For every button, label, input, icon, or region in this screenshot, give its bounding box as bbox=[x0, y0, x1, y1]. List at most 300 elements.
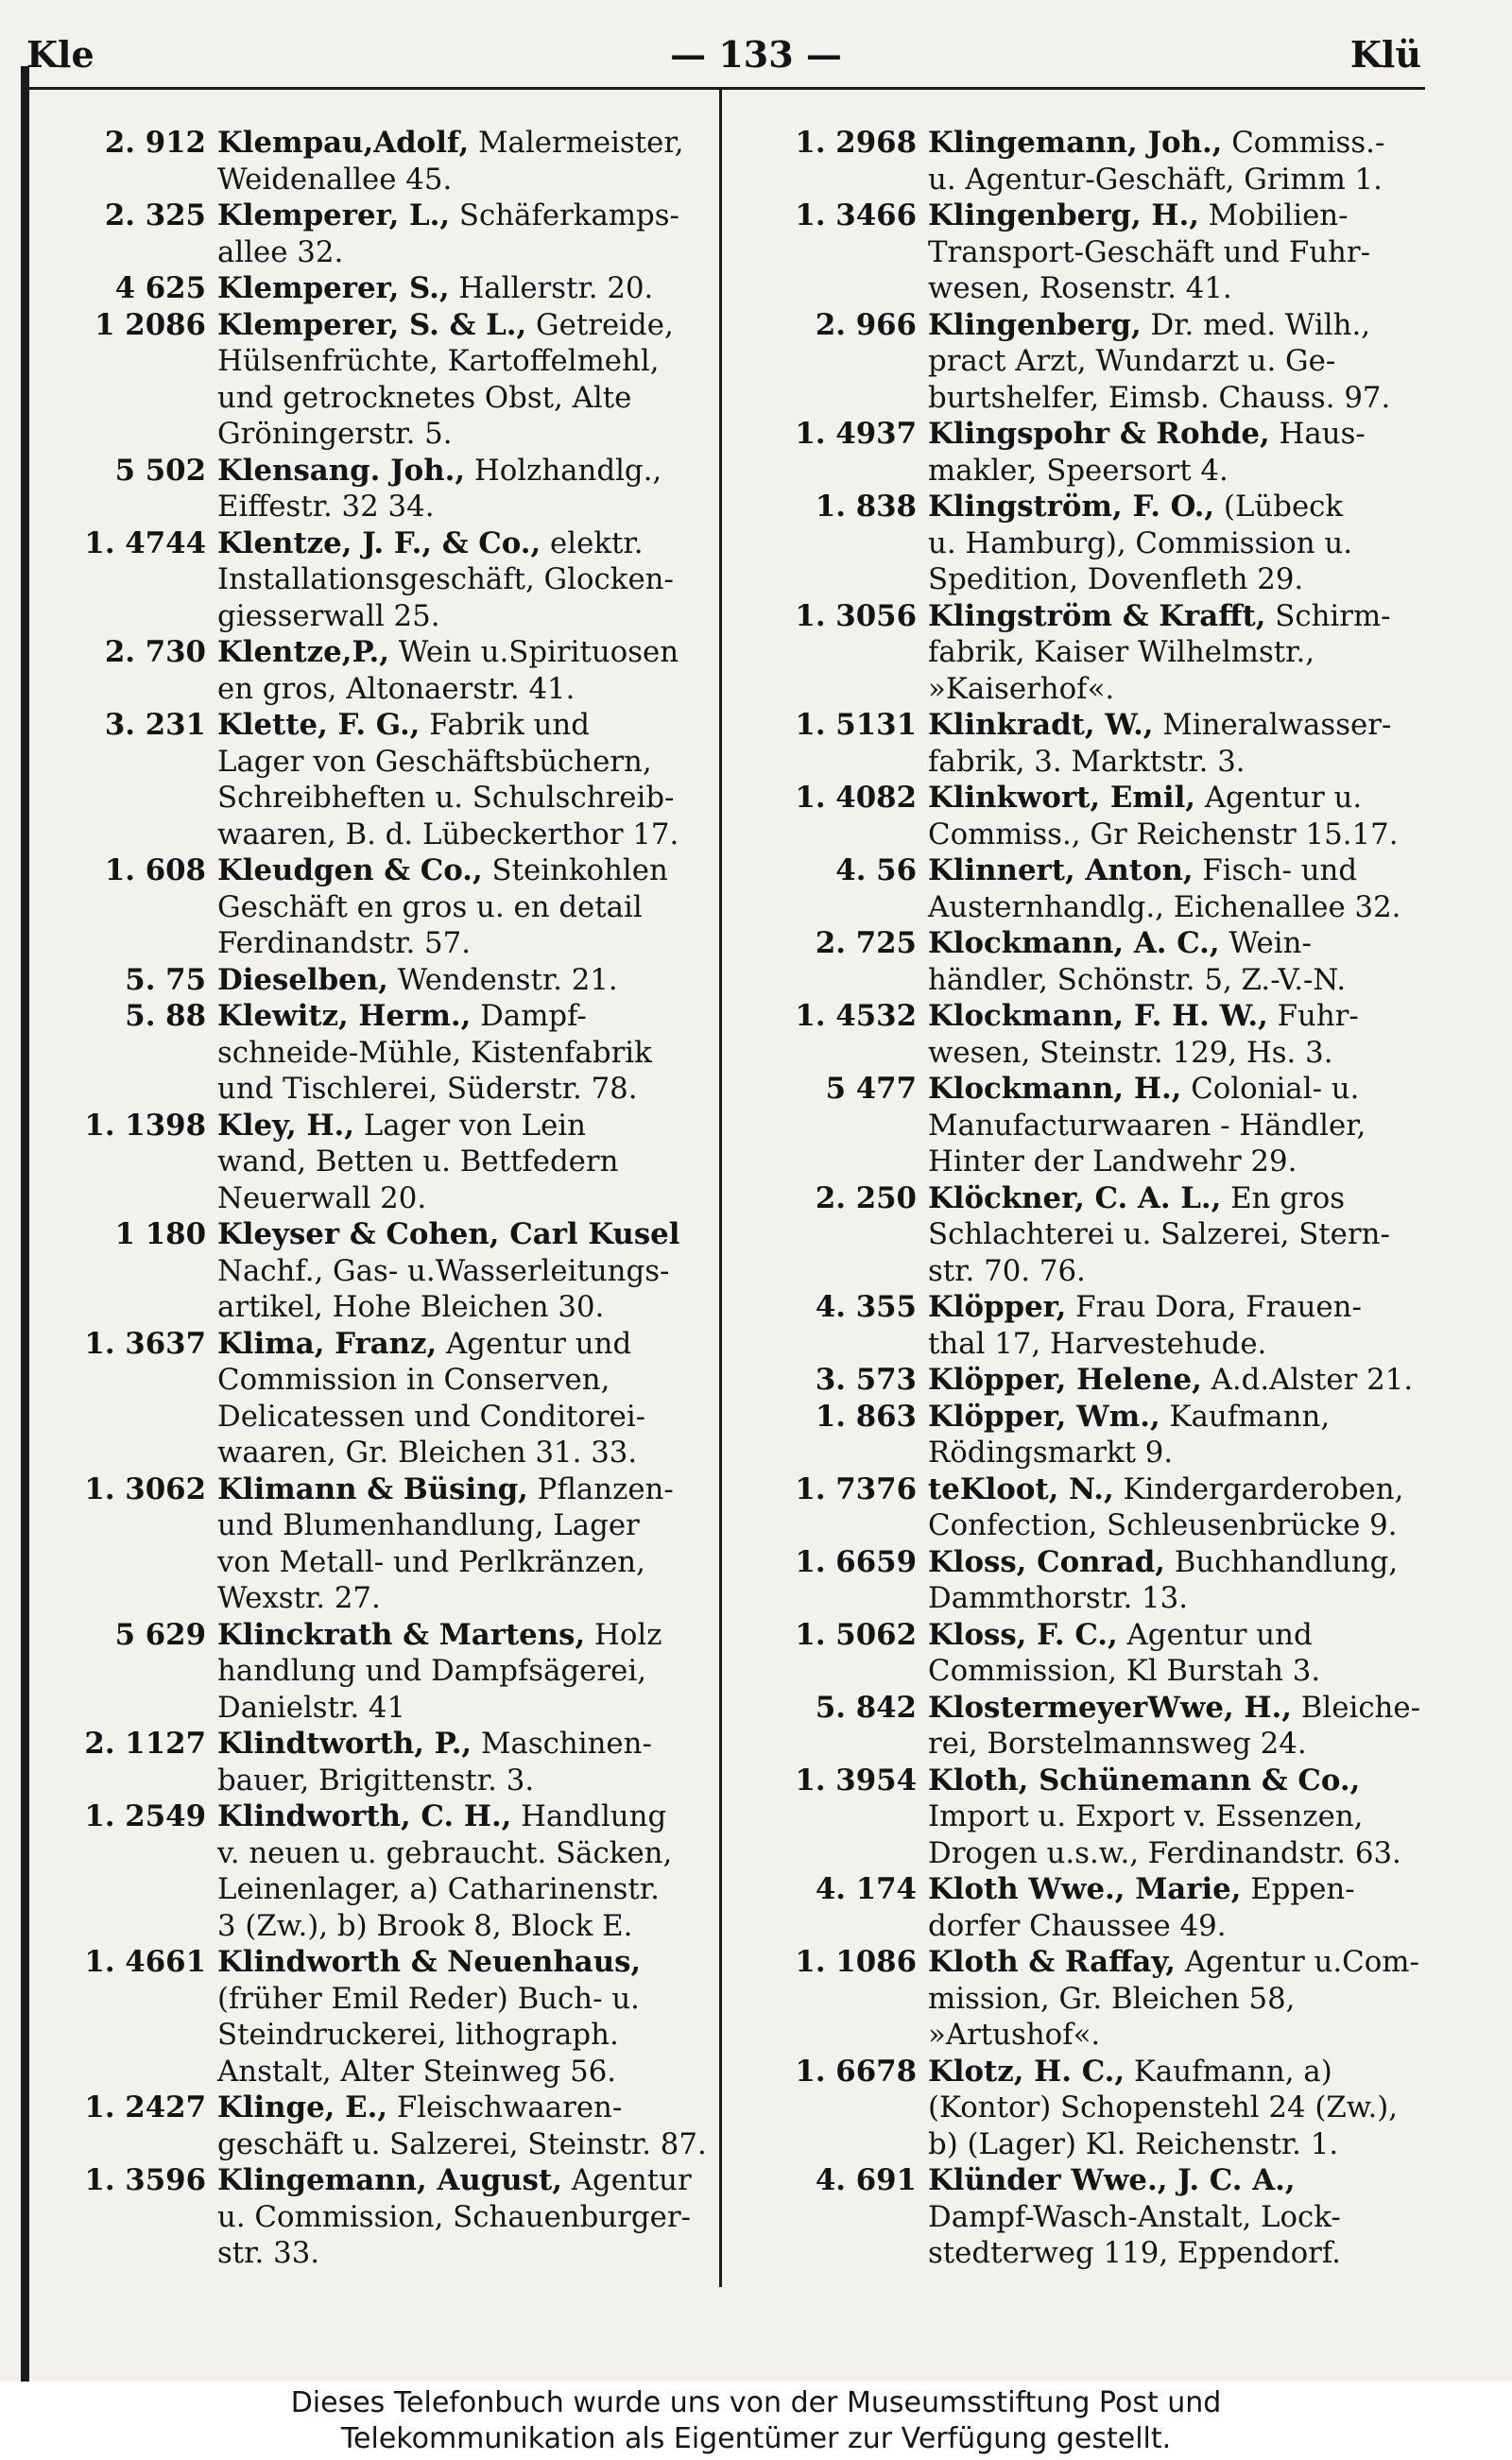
directory-entry bbox=[767, 598, 1448, 708]
entry-first-line-text: Kaufmann, bbox=[1160, 1399, 1331, 1434]
directory-entry bbox=[767, 707, 1448, 780]
entry-continuation-line: Installationsgeschäft, Glocken- bbox=[217, 562, 674, 596]
directory-entry bbox=[57, 1726, 718, 1798]
entry-first-line-text: Wein- bbox=[1219, 926, 1312, 960]
entry-continuation-line: schneide-Mühle, Kistenfabrik bbox=[217, 1035, 652, 1070]
directory-entry bbox=[57, 1108, 718, 1217]
entry-name: Klöckner, C. A. L., bbox=[928, 1180, 1222, 1215]
entry-first-line bbox=[767, 780, 1448, 817]
page-number: — 133 — bbox=[670, 33, 842, 76]
entry-first-line bbox=[767, 1617, 1448, 1654]
entry-name: Kley, H., bbox=[217, 1108, 354, 1143]
entry-first-line-text: Kindergarderoben, bbox=[1113, 1471, 1404, 1506]
entry-first-line bbox=[57, 307, 718, 344]
entry-phone-number: 5. 75 bbox=[125, 962, 206, 997]
entry-phone-number: 1. 4744 bbox=[84, 525, 206, 560]
directory-entry bbox=[767, 1617, 1448, 1690]
directory-entry bbox=[767, 1690, 1448, 1763]
directory-entry bbox=[57, 852, 718, 962]
entry-continuation-line: bauer, Brigittenstr. 3. bbox=[217, 1763, 535, 1798]
entry-phone-number: 1 180 bbox=[114, 1217, 206, 1251]
entry-first-line bbox=[767, 307, 1448, 344]
page-spine bbox=[21, 66, 29, 2382]
entry-phone-number: 1. 5131 bbox=[795, 708, 917, 742]
entry-first-line bbox=[767, 925, 1448, 962]
entry-phone-number: 1. 4661 bbox=[84, 1945, 206, 1979]
entry-continuation-line: Danielstr. 41 bbox=[217, 1690, 406, 1725]
directory-entry bbox=[57, 125, 718, 198]
column-divider bbox=[719, 90, 722, 2287]
entry-first-line-text: Kaufmann, a) bbox=[1125, 2054, 1332, 2089]
entry-continuation-line: Geschäft en gros u. en detail bbox=[217, 889, 643, 924]
entry-phone-number: 4. 56 bbox=[835, 853, 917, 887]
entry-continuation-line: Ferdinandstr. 57. bbox=[217, 926, 472, 960]
entry-first-line-text: Wein u.Spirituosen bbox=[388, 635, 679, 669]
entry-phone-number: 5 629 bbox=[114, 1617, 206, 1652]
entry-continuation-line: Leinenlager, a) Catharinenstr. bbox=[217, 1872, 660, 1906]
entry-continuation-line: artikel, Hohe Bleichen 30. bbox=[217, 1290, 605, 1324]
entry-name: Klinkwort, Emil, bbox=[928, 781, 1196, 815]
directory-entry bbox=[767, 1544, 1448, 1617]
entry-first-line bbox=[767, 707, 1448, 744]
entry-phone-number: 2. 912 bbox=[104, 126, 206, 160]
entry-continuation-line: waaren, B. d. Lübeckerthor 17. bbox=[217, 817, 679, 852]
entry-continuation-line: Drogen u.s.w., Ferdinandstr. 63. bbox=[928, 1835, 1401, 1870]
entry-first-line-text: Wendenstr. 21. bbox=[387, 962, 618, 997]
entry-name: Klöpper, Helene, bbox=[928, 1363, 1202, 1397]
entry-phone-number: 1. 1086 bbox=[795, 1945, 917, 1979]
entry-first-line-text: En gros bbox=[1221, 1180, 1346, 1215]
entry-first-line-text: Lager von Lein bbox=[354, 1108, 586, 1143]
entry-first-line-text: Colonial- u. bbox=[1181, 1072, 1360, 1106]
directory-entry bbox=[767, 198, 1448, 307]
entry-first-line bbox=[57, 125, 718, 162]
entry-continuation-line: Weidenallee 45. bbox=[217, 162, 453, 197]
directory-entry bbox=[57, 1944, 718, 2090]
entry-phone-number: 1. 3637 bbox=[84, 1326, 206, 1361]
entry-name: Klingström, F. O., bbox=[928, 490, 1215, 524]
directory-entry bbox=[767, 1471, 1448, 1544]
entry-first-line bbox=[767, 1544, 1448, 1581]
entry-first-line bbox=[767, 489, 1448, 525]
entry-name: Klempau,Adolf, bbox=[217, 126, 470, 160]
entry-name: Kloss, F. C., bbox=[928, 1617, 1118, 1652]
directory-entry bbox=[57, 634, 718, 707]
entry-name: Klensang. Joh., bbox=[217, 453, 466, 488]
entry-phone-number: 2. 725 bbox=[815, 926, 917, 960]
entry-first-line bbox=[767, 998, 1448, 1035]
entry-first-line bbox=[57, 198, 718, 234]
entry-name: Klingenberg, bbox=[928, 307, 1142, 342]
footer-note bbox=[0, 2382, 1512, 2460]
entry-first-line bbox=[767, 416, 1448, 453]
entry-first-line bbox=[57, 1108, 718, 1144]
entry-continuation-line: Hülsenfrüchte, Kartoffelmehl, bbox=[217, 344, 660, 378]
entry-continuation-line: händler, Schönstr. 5, Z.-V.-N. bbox=[928, 962, 1347, 997]
entry-phone-number: 1. 6659 bbox=[795, 1544, 917, 1579]
entry-first-line bbox=[767, 1944, 1448, 1981]
entry-first-line bbox=[57, 1798, 718, 1835]
entry-name: Klingspohr & Rohde, bbox=[928, 417, 1270, 451]
entry-first-line bbox=[767, 1071, 1448, 1108]
entry-continuation-line: waaren, Gr. Bleichen 31. 33. bbox=[217, 1436, 638, 1470]
directory-entry bbox=[57, 270, 718, 307]
entry-continuation-line: Schlachterei u. Salzerei, Stern- bbox=[928, 1217, 1390, 1251]
entry-first-line-text: Fleischwaaren- bbox=[387, 2090, 623, 2125]
entry-phone-number: 4. 174 bbox=[815, 1872, 917, 1906]
entry-name: Klimann & Büsing, bbox=[217, 1471, 528, 1506]
entry-first-line-text: Dr. med. Wilh., bbox=[1141, 307, 1371, 342]
entry-first-line-text: Schirm- bbox=[1265, 598, 1391, 633]
directory-entry bbox=[57, 1471, 718, 1617]
directory-entry bbox=[767, 1871, 1448, 1944]
entry-continuation-line: und Tischlerei, Süderstr. 78. bbox=[217, 1072, 638, 1106]
entry-continuation-line: Wexstr. 27. bbox=[217, 1581, 381, 1615]
entry-continuation-line: Delicatessen und Conditorei- bbox=[217, 1399, 646, 1434]
entry-name: Klemperer, S., bbox=[217, 271, 450, 305]
directory-entry bbox=[767, 2054, 1448, 2163]
entry-continuation-line: makler, Speersort 4. bbox=[928, 453, 1228, 488]
entry-continuation-line: wesen, Rosenstr. 41. bbox=[928, 271, 1232, 305]
entry-first-line bbox=[767, 1871, 1448, 1908]
entry-continuation-line: (Kontor) Schopenstehl 24 (Zw.), bbox=[928, 2090, 1399, 2125]
entry-first-line-text: Holz bbox=[585, 1617, 662, 1652]
entry-continuation-line: en gros, Altonaerstr. 41. bbox=[217, 671, 576, 706]
entry-name: Klöpper, bbox=[928, 1290, 1067, 1324]
entry-continuation-line: Austernhandlg., Eichenallee 32. bbox=[928, 889, 1401, 924]
entry-first-line-text: Pflanzen- bbox=[527, 1471, 674, 1506]
entry-phone-number: 1. 3466 bbox=[795, 198, 917, 232]
entry-name: teKloot, N., bbox=[928, 1471, 1114, 1506]
entry-phone-number: 1. 5062 bbox=[795, 1617, 917, 1652]
entry-name: Klinge, E., bbox=[217, 2090, 388, 2125]
entry-continuation-line: geschäft u. Salzerei, Steinstr. 87. bbox=[217, 2126, 707, 2161]
entry-phone-number: 1. 838 bbox=[815, 490, 917, 524]
entry-continuation-line: und getrocknetes Obst, Alte bbox=[217, 380, 632, 415]
entry-first-line-text: Handlung bbox=[511, 1799, 667, 1833]
entry-continuation-line: thal 17, Harvestehude. bbox=[928, 1326, 1267, 1361]
entry-first-line-text: Hallerstr. 20. bbox=[449, 271, 654, 305]
entry-first-line bbox=[57, 270, 718, 307]
entry-name: Klentze,P., bbox=[217, 635, 389, 669]
entry-continuation-line: Gröningerstr. 5. bbox=[217, 417, 453, 451]
directory-entry bbox=[767, 416, 1448, 489]
entry-first-line bbox=[57, 525, 718, 562]
entry-phone-number: 5 502 bbox=[114, 453, 206, 488]
directory-entry bbox=[57, 453, 718, 525]
entry-name: Dieselben, bbox=[217, 962, 388, 997]
entry-phone-number: 1. 1398 bbox=[84, 1108, 206, 1143]
directory-entry bbox=[767, 780, 1448, 852]
entry-continuation-line: Nachf., Gas- u.Wasserleitungs- bbox=[217, 1253, 670, 1288]
entry-continuation-line: pract Arzt, Wundarzt u. Ge- bbox=[928, 344, 1336, 378]
entry-phone-number: 5. 842 bbox=[815, 1690, 917, 1725]
entry-name: Klindtworth, P., bbox=[217, 1727, 472, 1761]
entry-continuation-line: wesen, Steinstr. 129, Hs. 3. bbox=[928, 1035, 1333, 1070]
right-column bbox=[767, 125, 1448, 2272]
entry-first-line-text: Buchhandlung, bbox=[1165, 1544, 1399, 1579]
directory-entry bbox=[57, 525, 718, 635]
entry-phone-number: 2. 730 bbox=[104, 635, 206, 669]
entry-continuation-line: 3 (Zw.), b) Brook 8, Block E. bbox=[217, 1908, 633, 1943]
entry-name: Klewitz, Herm., bbox=[217, 999, 472, 1033]
directory-entry bbox=[57, 962, 718, 999]
entry-continuation-line: »Artushof«. bbox=[928, 2018, 1101, 2052]
entry-phone-number: 1. 4532 bbox=[795, 999, 917, 1033]
entry-continuation-line: Transport-Geschäft und Fuhr- bbox=[928, 234, 1370, 269]
entry-first-line bbox=[57, 2162, 718, 2199]
entry-continuation-line: dorfer Chaussee 49. bbox=[928, 1908, 1227, 1943]
entry-first-line bbox=[767, 598, 1448, 635]
entry-continuation-line: Steindruckerei, lithograph. bbox=[217, 2018, 619, 2052]
entry-first-line-text: Agentur u. bbox=[1195, 781, 1363, 815]
entry-phone-number: 4. 355 bbox=[815, 1290, 917, 1324]
entry-first-line-text: Commiss.- bbox=[1222, 126, 1385, 160]
entry-phone-number: 1. 7376 bbox=[795, 1471, 917, 1506]
entry-first-line bbox=[767, 1471, 1448, 1508]
entry-continuation-line: fabrik, 3. Marktstr. 3. bbox=[928, 744, 1246, 779]
entry-continuation-line: Schreibheften u. Schulschreib- bbox=[217, 781, 675, 815]
entry-name: Kloth, Schünemann & Co., bbox=[928, 1763, 1361, 1798]
entry-first-line-text: Fuhr- bbox=[1267, 999, 1359, 1033]
directory-entry bbox=[57, 198, 718, 270]
entry-continuation-line: v. neuen u. gebraucht. Säcken, bbox=[217, 1835, 673, 1870]
entry-continuation-line: Dammthorstr. 13. bbox=[928, 1581, 1189, 1615]
entry-first-line-text: Fisch- und bbox=[1193, 853, 1358, 887]
directory-entry bbox=[767, 125, 1448, 198]
directory-entry bbox=[767, 1944, 1448, 2054]
entry-first-line bbox=[767, 198, 1448, 234]
entry-name: Klette, F. G., bbox=[217, 708, 421, 742]
directory-entry bbox=[767, 925, 1448, 998]
entry-continuation-line: von Metall- und Perlkränzen, bbox=[217, 1544, 645, 1579]
directory-entry bbox=[57, 1617, 718, 1727]
directory-entry bbox=[57, 1216, 718, 1326]
footer-line-2: Telekommunikation als Eigentümer zur Verfügung gestellt. bbox=[340, 2422, 1172, 2455]
entry-first-line bbox=[57, 998, 718, 1035]
directory-entry bbox=[767, 1071, 1448, 1180]
directory-entry bbox=[767, 2162, 1448, 2272]
entry-name: KlostermeyerWwe, H., bbox=[928, 1690, 1292, 1725]
entry-continuation-line: Import u. Export v. Essenzen, bbox=[928, 1799, 1364, 1833]
entry-continuation-line: rei, Borstelmannsweg 24. bbox=[928, 1727, 1307, 1761]
entry-continuation-line: (früher Emil Reder) Buch- u. bbox=[217, 1981, 640, 2016]
directory-entry bbox=[767, 1763, 1448, 1872]
header-right-keyword: Klü bbox=[1349, 33, 1421, 76]
entry-continuation-line: u. Commission, Schauenburger- bbox=[217, 2199, 691, 2234]
directory-entry bbox=[767, 852, 1448, 925]
entry-first-line bbox=[57, 852, 718, 889]
entry-phone-number: 1. 4937 bbox=[795, 417, 917, 451]
entry-name: Klinnert, Anton, bbox=[928, 853, 1194, 887]
entry-phone-number: 1. 2549 bbox=[84, 1799, 206, 1833]
entry-continuation-line: Commiss., Gr Reichenstr 15.17. bbox=[928, 817, 1399, 852]
entry-continuation-line: Anstalt, Alter Steinweg 56. bbox=[217, 2054, 617, 2089]
entry-first-line-text: Holzhandlg., bbox=[465, 453, 662, 488]
entry-phone-number: 2. 1127 bbox=[84, 1727, 206, 1761]
entry-continuation-line: mission, Gr. Bleichen 58, bbox=[928, 1981, 1296, 2016]
entry-phone-number: 3. 231 bbox=[104, 708, 206, 742]
directory-entry bbox=[57, 707, 718, 852]
entry-phone-number: 1. 3062 bbox=[84, 1471, 206, 1506]
entry-first-line-text: Malermeister, bbox=[469, 126, 684, 160]
entry-first-line bbox=[767, 1690, 1448, 1727]
entry-continuation-line: Dampf-Wasch-Anstalt, Lock- bbox=[928, 2199, 1341, 2234]
entry-continuation-line: u. Agentur-Geschäft, Grimm 1. bbox=[928, 162, 1383, 197]
entry-first-line-text: Schäferkamps- bbox=[450, 198, 679, 232]
directory-entry bbox=[767, 998, 1448, 1071]
entry-name: Klockmann, F. H. W., bbox=[928, 999, 1268, 1033]
entry-phone-number: 1. 3954 bbox=[795, 1763, 917, 1798]
entry-first-line bbox=[767, 1180, 1448, 1217]
directory-entry bbox=[767, 1362, 1448, 1399]
entry-first-line-text: A.d.Alster 21. bbox=[1201, 1363, 1414, 1397]
entry-first-line-text: Agentur und bbox=[1117, 1617, 1313, 1652]
entry-name: Klima, Franz, bbox=[217, 1326, 438, 1361]
entry-first-line-text: Frau Dora, Frauen- bbox=[1066, 1290, 1362, 1324]
entry-first-line bbox=[767, 852, 1448, 889]
entry-first-line bbox=[57, 453, 718, 490]
footer-line-1: Dieses Telefonbuch wurde uns von der Museumsstiftung Post und bbox=[290, 2386, 1222, 2419]
entry-name: Kloss, Conrad, bbox=[928, 1544, 1166, 1579]
entry-continuation-line: Commission, Kl Burstah 3. bbox=[928, 1654, 1321, 1688]
entry-phone-number: 1. 863 bbox=[815, 1399, 917, 1434]
entry-phone-number: 3. 573 bbox=[815, 1363, 917, 1397]
entry-name: Klingemann, August, bbox=[217, 2163, 562, 2197]
entry-continuation-line: b) (Lager) Kl. Reichenstr. 1. bbox=[928, 2126, 1339, 2161]
entry-name: Klöpper, Wm., bbox=[928, 1399, 1160, 1434]
entry-name: Kleudgen & Co., bbox=[217, 853, 483, 887]
entry-continuation-line: stedterweg 119, Eppendorf. bbox=[928, 2236, 1341, 2270]
entry-name: Klinkradt, W., bbox=[928, 708, 1154, 742]
entry-first-line bbox=[767, 125, 1448, 162]
entry-first-line-text: Mineralwasser- bbox=[1153, 708, 1392, 742]
entry-first-line-text: Steinkohlen bbox=[482, 853, 668, 887]
entry-name: Klockmann, A. C., bbox=[928, 926, 1220, 960]
entry-first-line bbox=[767, 2162, 1448, 2199]
entry-continuation-line: Neuerwall 20. bbox=[217, 1180, 427, 1215]
entry-phone-number: 1. 2968 bbox=[795, 126, 917, 160]
entry-first-line-text: elektr. bbox=[541, 525, 644, 560]
entry-phone-number: 2. 966 bbox=[815, 307, 917, 342]
entry-name: Klentze, J. F., & Co., bbox=[217, 525, 541, 560]
entry-continuation-line: giesserwall 25. bbox=[217, 598, 440, 633]
entry-name: Klemperer, S. & L., bbox=[217, 307, 527, 342]
entry-name: Klinckrath & Martens, bbox=[217, 1617, 586, 1652]
entry-continuation-line: Lager von Geschäftsbüchern, bbox=[217, 744, 652, 779]
entry-phone-number: 4 625 bbox=[114, 271, 206, 305]
entry-name: Klingemann, Joh., bbox=[928, 126, 1223, 160]
entry-phone-number: 5. 88 bbox=[125, 999, 206, 1033]
entry-continuation-line: u. Hamburg), Commission u. bbox=[928, 525, 1353, 560]
entry-first-line-text: Getreide, bbox=[526, 307, 674, 342]
entry-first-line bbox=[767, 1289, 1448, 1326]
entry-first-line-text: Agentur bbox=[561, 2163, 692, 2197]
entry-continuation-line: fabrik, Kaiser Wilhelmstr., bbox=[928, 635, 1315, 669]
directory-entry bbox=[57, 2090, 718, 2162]
entry-continuation-line: Commission in Conserven, bbox=[217, 1363, 610, 1397]
entry-phone-number: 1. 3596 bbox=[84, 2163, 206, 2197]
entry-phone-number: 2. 250 bbox=[815, 1180, 917, 1215]
entry-name: Klünder Wwe., J. C. A., bbox=[928, 2163, 1296, 2197]
entry-continuation-line: allee 32. bbox=[217, 234, 344, 269]
entry-first-line-text: (Lübeck bbox=[1214, 490, 1344, 524]
entry-continuation-line: und Blumenhandlung, Lager bbox=[217, 1508, 640, 1542]
entry-phone-number: 4. 691 bbox=[815, 2163, 917, 2197]
directory-entry bbox=[57, 1798, 718, 1944]
header-left-keyword: Kle bbox=[26, 33, 94, 76]
entry-first-line bbox=[57, 2090, 718, 2126]
entry-phone-number: 1. 2427 bbox=[84, 2090, 206, 2125]
entry-first-line-text: Haus- bbox=[1269, 417, 1366, 451]
directory-entry bbox=[767, 307, 1448, 417]
entry-name: Klemperer, L., bbox=[217, 198, 451, 232]
entry-phone-number: 1. 6678 bbox=[795, 2054, 917, 2089]
entry-phone-number: 1. 608 bbox=[104, 853, 206, 887]
directory-entry bbox=[57, 1326, 718, 1471]
entry-phone-number: 5 477 bbox=[825, 1072, 917, 1106]
directory-entry bbox=[767, 1289, 1448, 1362]
entry-first-line bbox=[57, 634, 718, 671]
entry-continuation-line: burtshelfer, Eimsb. Chauss. 97. bbox=[928, 380, 1391, 415]
entry-continuation-line: Spedition, Dovenfleth 29. bbox=[928, 562, 1304, 596]
entry-first-line bbox=[767, 1399, 1448, 1436]
entry-name: Klindworth, C. H., bbox=[217, 1799, 512, 1833]
entry-first-line-text: Fabrik und bbox=[420, 708, 590, 742]
entry-first-line-text: Dampf- bbox=[471, 999, 587, 1033]
entry-name: Kloth & Raffay, bbox=[928, 1945, 1177, 1979]
entry-name: Klindworth & Neuenhaus, bbox=[217, 1945, 642, 1979]
entry-first-line-text: Eppen- bbox=[1241, 1872, 1355, 1906]
entry-first-line bbox=[57, 1216, 718, 1253]
entry-continuation-line: str. 33. bbox=[217, 2236, 320, 2270]
entry-first-line bbox=[767, 1362, 1448, 1399]
entry-name: Klockmann, H., bbox=[928, 1072, 1182, 1106]
entry-first-line bbox=[57, 1617, 718, 1654]
entry-first-line bbox=[57, 707, 718, 744]
header-rule bbox=[26, 87, 1425, 90]
entry-phone-number: 1 2086 bbox=[94, 307, 206, 342]
entry-name: Kleyser & Cohen, Carl Kusel bbox=[217, 1217, 680, 1251]
entry-first-line-text: Agentur und bbox=[437, 1326, 632, 1361]
entry-first-line bbox=[57, 1944, 718, 1981]
entry-first-line bbox=[57, 962, 718, 999]
directory-entry bbox=[767, 1399, 1448, 1471]
directory-entry bbox=[57, 307, 718, 453]
directory-entry bbox=[767, 1180, 1448, 1290]
directory-entry bbox=[767, 489, 1448, 598]
entry-first-line bbox=[57, 1471, 718, 1508]
left-column bbox=[57, 125, 718, 2272]
entry-first-line bbox=[767, 2054, 1448, 2090]
entry-continuation-line: wand, Betten u. Bettfedern bbox=[217, 1144, 619, 1178]
entry-continuation-line: Rödingsmarkt 9. bbox=[928, 1436, 1174, 1470]
directory-entry bbox=[57, 998, 718, 1108]
entry-continuation-line: str. 70. 76. bbox=[928, 1253, 1086, 1288]
entry-continuation-line: »Kaiserhof«. bbox=[928, 671, 1115, 706]
entry-name: Klingström & Krafft, bbox=[928, 598, 1266, 633]
entry-first-line-text: Maschinen- bbox=[472, 1727, 652, 1761]
entry-first-line bbox=[57, 1726, 718, 1763]
entry-first-line bbox=[767, 1763, 1448, 1799]
page-header bbox=[0, 28, 1512, 81]
entry-continuation-line: handlung und Dampfsägerei, bbox=[217, 1654, 646, 1688]
entry-phone-number: 2. 325 bbox=[104, 198, 206, 232]
entry-phone-number: 1. 4082 bbox=[795, 781, 917, 815]
directory-entry bbox=[57, 2162, 718, 2272]
entry-continuation-line: Eiffestr. 32 34. bbox=[217, 490, 435, 524]
entry-name: Klotz, H. C., bbox=[928, 2054, 1125, 2089]
